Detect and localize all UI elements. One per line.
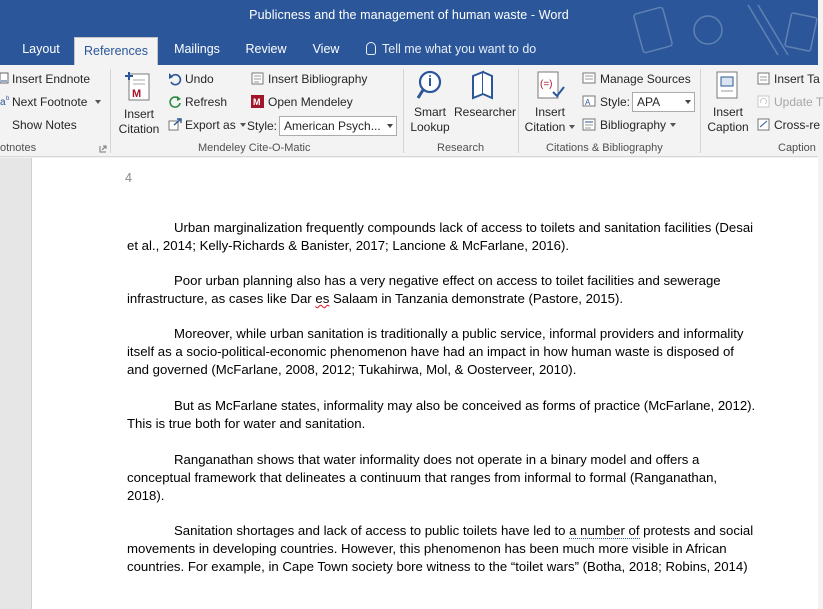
tab-references[interactable]: References [74,37,158,65]
export-as-label: Export as [185,118,236,132]
export-icon [168,118,182,131]
open-mendeley-button[interactable]: Open Mendeley [268,95,353,109]
ribbon [0,65,823,157]
tab-review[interactable]: Review [245,42,287,56]
document-area [0,158,818,609]
citation-style-value: APA [637,95,661,109]
decorative-background-icon [618,0,818,65]
group-separator [403,69,404,153]
insert-bibliography-icon [251,72,265,85]
style-icon [582,95,597,108]
mendeley-insert-citation-button[interactable] [118,107,160,137]
mendeley-style-label: Style: [247,119,278,133]
chevron-down-icon [387,124,393,128]
export-as-button[interactable] [185,118,246,132]
insert-citation-line2: Citation [118,122,160,136]
next-footnote-icon [0,94,11,107]
group-separator [700,69,701,153]
citation-style-label: Style: [600,95,631,109]
undo-icon [168,72,182,85]
tab-mailings[interactable]: Mailings [174,42,220,56]
paragraph-1[interactable] [127,219,757,255]
cross-reference-button[interactable]: Cross-re [774,118,821,132]
citation-style-dropdown[interactable] [632,92,695,112]
paragraph-4-text: But as McFarlane states, informality may also be conceived as forms of practice (McFarlane, 2012). This is true both for water and sanitation. [127,398,756,431]
smart-lookup-button[interactable] [408,105,452,135]
chevron-down-icon [685,100,691,104]
caption-line1: Insert [712,105,743,119]
insert-bibliography-button[interactable]: Insert Bibliography [268,72,368,86]
update-table-icon [757,95,771,108]
svg-text:(=): (=) [540,79,553,90]
page-number: 4 [125,171,132,185]
smart-lookup-line2: Lookup [410,120,450,134]
research-group-label: Research [437,142,485,154]
paragraph-3[interactable] [127,325,757,379]
update-table-button: Update T [774,95,823,109]
paragraph-6-text-after: protests and social movements in developing countries. However, this phenomenon has been much more visible in African countries. For example, in Cape Town society bore witness to the “toilet wars” (Botha, 2018; Robins, 2014) [127,523,754,574]
caption-line2: Caption [707,120,749,134]
refresh-icon [168,95,182,108]
insert-table-of-figures-button[interactable]: Insert Ta [774,72,820,86]
insert-caption-button[interactable] [705,105,751,135]
show-notes-button[interactable]: Show Notes [12,118,77,132]
refresh-button[interactable]: Refresh [185,95,228,109]
paragraph-2-text-before: Poor urban planning also has a very negative effect on access to toilet facilities and sewerage infrastructure, as cases like Dar [127,273,721,306]
bibliography-label: Bibliography [600,118,667,132]
group-separator [518,69,519,153]
svg-text:M: M [132,88,142,100]
manage-sources-icon [582,72,597,85]
bibliography-icon [582,118,597,131]
chevron-down-icon [95,100,101,104]
smart-lookup-icon [415,69,445,101]
insert-citation-icon [535,70,565,102]
footnotes-group-label: otnotes [0,142,37,154]
cross-reference-icon [757,118,771,131]
tab-layout[interactable]: Layout [22,42,60,56]
insert-table-of-figures-icon [757,72,771,85]
tab-view[interactable]: View [312,42,340,56]
document-page[interactable] [31,158,818,609]
citations-group-label: Citations & Bibliography [546,142,663,154]
svg-text:a: a [0,97,6,108]
window-title: Publicness and the management of human waste - Word [249,8,569,22]
paragraph-4[interactable] [127,397,757,433]
mendeley-insert-citation-icon [125,70,155,102]
lightbulb-icon [366,42,376,55]
spelling-error-mark[interactable]: es [315,291,330,306]
researcher-button[interactable]: Researcher [454,105,517,119]
researcher-icon [468,70,496,100]
paragraph-6-text-before: Sanitation shortages and lack of access to public toilets have led to [174,523,570,538]
insert-endnote-icon [0,72,10,84]
smart-lookup-line1: Smart [413,105,446,119]
tell-me-label: Tell me what you want to do [382,42,537,56]
manage-sources-button[interactable]: Manage Sources [600,72,691,86]
mendeley-style-dropdown[interactable] [279,116,397,136]
paragraph-5[interactable] [127,451,757,505]
bibliography-button[interactable] [600,118,676,132]
chevron-down-icon [240,123,246,127]
insert-citation-button[interactable] [524,105,576,135]
captions-group-label: Caption [778,142,816,154]
paragraph-2[interactable] [127,272,757,308]
mendeley-style-value: American Psych... [284,119,381,133]
next-footnote-button[interactable] [12,95,101,109]
citation-line1: Insert [534,105,565,119]
insert-endnote-button[interactable]: Insert Endnote [12,72,91,86]
mendeley-group-label: Mendeley Cite-O-Matic [198,142,311,154]
svg-text:M: M [253,97,261,107]
citation-line2: Citation [524,120,566,134]
chevron-down-icon [670,123,676,127]
insert-citation-line1: Insert [123,107,154,121]
grammar-suggestion-mark[interactable]: a number of [569,523,640,538]
paragraph-2-text-after: Salaam in Tanzania demonstrate (Pastore, 2015). [329,291,624,306]
dialog-launcher-icon[interactable] [99,145,107,153]
svg-text:A: A [585,98,591,107]
mendeley-logo-icon [251,95,265,108]
next-footnote-label: Next Footnote [12,95,88,109]
undo-button[interactable]: Undo [185,72,214,86]
group-separator [110,69,111,153]
tell-me-search[interactable] [366,34,536,65]
insert-caption-icon [714,70,742,102]
chevron-down-icon [569,125,575,129]
paragraph-1-text: Urban marginalization frequently compounds lack of access to toilets and sanitation facilities (Desai et al., 2014; Kelly-Richards & Banister, 2017; Lancione & McFarlane, 2016). [127,220,754,253]
paragraph-6[interactable] [127,522,757,576]
paragraph-5-text: Ranganathan shows that water informality does not operate in a binary model and offers a conceptual framework that delineates a continuum that ranges from informal to formal (Ranganathan, 2018). [127,452,718,503]
svg-text:b: b [6,96,10,102]
paragraph-3-text: Moreover, while urban sanitation is traditionally a public service, informal providers and informality itself as a socio-political-economic phenomenon have had an impact in how human waste is disposed of and governed (McFarlane, 2008, 2012; Tukahirwa, Mol, & Oosterveer, 2010). [127,326,744,377]
